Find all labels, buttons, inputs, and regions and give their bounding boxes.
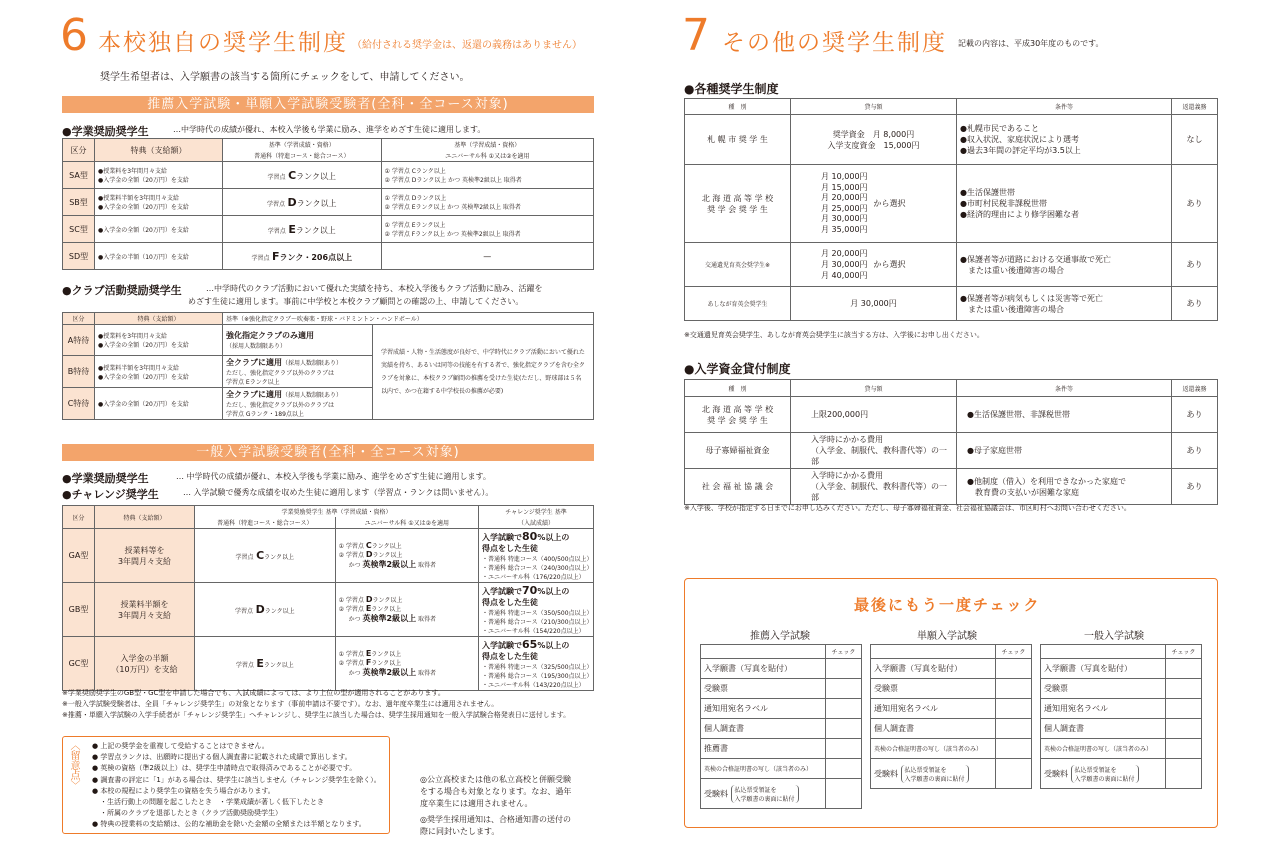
table-club: 区分 特典（支給額） 基準（※強化指定クラブ～吹奏楽・野球・バドミントン・ハンドボール） A特待 ●授業料を3年間月々支給 ●入学金の全額（20万円）を支給 強化指定クラブのみ適用 （採用人数制限あり） 学習成績・人物・生活態度が良好で、中学時代にクラブ活動において優れた実績を持ち、あるいは同等の技能を有する者で、強化指定クラブを含む全クラブを対象に、本校クラブ顧問の推薦を受けた生徒(ただし、野球部は５名以内で、かつ在籍する中学校長の推薦が必要) B特待 ●授業料半額を3年間月々支給 ●入学金の全額（20万円）を支給 全クラブに適用（採用人数制限あり） ただし、強化指定クラブ以外のクラブは 学習点 Eランク以上 C特待 ●入学金の全額（20万円）を支給 全クラブに適用（採用人数制限あり） ただし、強化指定クラブ以外のクラブは 学習点 Gランク・189点以上 — [62, 312, 594, 420]
note-kashitsuke: ※入学後、学校が指定する日までにお申し込みください。ただし、母子寡婦福祉資金、社会福祉協議会は、市区町村へお問い合わせください。 — [684, 504, 1131, 512]
club-side-text: 学習成績・人物・生活態度が良好で、中学時代にクラブ活動において優れた実績を持ち、あるいは同等の技能を有する者で、強化指定クラブを含む全クラブを対象に、本校クラブ顧問の推薦を受けた生徒(ただし、野球部は５名以内で、かつ在籍する中学校長の推薦が必要) — [373, 325, 594, 420]
intro-text: 奨学生希望者は、入学願書の該当する箇所にチェックをして、申請してください。 — [100, 72, 470, 83]
table-row: 北 海 道 高 等 学 校 奨 学 会 奨 学 生 月 10,000円 月 15,000円 月 20,000円 月 25,000円 月 30,000円 月 35,000円 から選択 ●生活保護世帯 ●市町村民税非課税世帯 ●経済的理由により修学困難な者 あり — [685, 165, 1218, 243]
note-kakushu: ※交通遺児育英会奨学生、あしなが育英会奨学生に該当する方は、入学後にお申し出ください。 — [684, 331, 984, 339]
checklist-item[interactable]: 通知用宛名ラベル — [701, 699, 862, 719]
checklist-item[interactable]: 入学願書（写真を貼付） — [1041, 659, 1202, 679]
bar-ippan: 一般入学試験受験者(全科・全コース対象) — [62, 444, 594, 461]
section-title: その他の奨学生制度 — [722, 30, 947, 56]
checklist-item[interactable]: 受験票 — [871, 679, 1032, 699]
note-1: ※学業奨励奨学生のGB型・GC型を申請した場合でも、入試成績によっては、より上位の型が適用されることがあります。 — [62, 689, 445, 697]
table-kakushu: 種 別 貸与額 条件等 返還義務 札 幌 市 奨 学 生 奨学資金 月 8,000円 入学支度資金 15,000円 ●札幌市民であること ●収入状況、家庭状況により選考 ●過去3年間の評定平均が3.5以上 なし 北 海 道 高 等 学 校 奨 学 会 奨 学 生 月 10,000円 月 15,000円 月 20,000円 月 25,000円 月 30,000円 月 35,000円 から選択 ●生活保護世帯 ●市町村民税非課税世帯 ●経済的理由により修学困難な者 あり 交通遺児育英会奨学生※ 月 20,000円 月 30,000円 月 40,000円 から選択 ●保護者等が道路における交通事故で死亡 または重い後遺障害の場合 あり あしなが育英会奨学生 月 30,000円 ●保護者等が病気もしくは災害等で死亡 または重い後遺障害の場合 あり — [684, 98, 1218, 321]
ryui-label: 〈留意点〉 — [68, 740, 79, 790]
table-row: C特待 ●入学金の全額（20万円）を支給 全クラブに適用（採用人数制限あり） ただし、強化指定クラブ以外のクラブは 学習点 Gランク・189点以上 — [63, 388, 594, 420]
checklist-item[interactable]: 推薦書 — [701, 739, 862, 759]
th-uni: ユニバーサル科 ①又は②を適用 — [381, 150, 593, 162]
checklist-item[interactable]: 受験票 — [701, 679, 862, 699]
section-subtitle: （給付される奨学金は、返還の義務はありません） — [352, 40, 582, 51]
table-row: 社 会 福 祉 協 議 会 入学時にかかる費用 （入学金、制服代、教科書代等）の一部 ●他制度（借入）を利用できなかった家庭で 教育費の支払いが困難な家庭 あり — [685, 469, 1218, 505]
checklist-col-title: 単願入学試験 — [917, 631, 977, 642]
table-row: SD型 ●入学金の半額（10万円）を支給 学習点 Fランク・206点以上 — — [63, 243, 594, 270]
gakugyo2-heading: ●学業奨励奨学生 — [62, 472, 149, 485]
th-kubun: 区分 — [63, 139, 95, 162]
gakugyo2-desc: … 中学時代の成績が優れ、本校入学後も学業に励み、進学をめざす生徒に適用します。 — [176, 472, 491, 481]
table-row: A特待 ●授業料を3年間月々支給 ●入学金の全額（20万円）を支給 強化指定クラブのみ適用 （採用人数制限あり） 学習成績・人物・生活態度が良好で、中学時代にクラブ活動において優れた実績を持ち、あるいは同等の技能を有する者で、強化指定クラブを含む全クラブを対象に、本校クラブ顧問の推薦を受けた生徒(ただし、野球部は５名以内で、かつ在籍する中学校長の推薦が必要) — [63, 325, 594, 356]
table-row: 母子寡婦福祉資金 入学時にかかる費用 （入学金、制服代、教科書代等）の一部 ●母子家庭世帯 あり — [685, 433, 1218, 469]
table-row: SB型 ●授業料半額を3年間月々支給 ●入学金の全額（20万円）を支給 学習点 Dランク以上 ① 学習点 Dランク以上 ② 学習点 Eランク以上 かつ 英検準2級以上 取得者 — [63, 189, 594, 216]
checklist-item[interactable]: 個人調査書 — [1041, 719, 1202, 739]
checklist-item[interactable]: 受験料 払込票受領証を 入学願書の裏面に貼付 — [871, 759, 1032, 789]
checklist-item[interactable]: 受験料 払込票受領証を 入学願書の裏面に貼付 — [701, 779, 862, 809]
table-row: GA型 授業料等を 3年間月々支給 学習点 Cランク以上 ① 学習点 Cランク以上 ② 学習点 Dランク以上 かつ 英検準2級以上 取得者 入学試験で80%以上の 得点をした生徒 ・普通科 特進コース（400/500点以上） ・普通科 総合コース（240/300点以上） ・ユニバーサル科（176/220点以上） — [63, 529, 594, 583]
checklist-item[interactable]: 受験票 — [1041, 679, 1202, 699]
checklist-item[interactable]: 英検の合格証明書の写し（該当者のみ） — [871, 739, 1032, 759]
checklist-suisen: チェック 入学願書（写真を貼付） 受験票 通知用宛名ラベル 個人調査書 推薦書 英検の合格証明書の写し（該当者のみ） 受験料 払込票受領証を 入学願書の裏面に貼付 — [700, 644, 862, 809]
section-title: 本校独自の奨学生制度 — [98, 30, 348, 56]
checklist-item[interactable]: 通知用宛名ラベル — [871, 699, 1032, 719]
sec-kakushu: ●各種奨学生制度 — [684, 82, 779, 96]
checklist-item[interactable]: 通知用宛名ラベル — [1041, 699, 1202, 719]
gakugyo-desc: …中学時代の成績が優れ、本校入学後も学業に励み、進学をめざす生徒に適用します。 — [173, 125, 486, 134]
checklist-item[interactable]: 入学願書（写真を貼付） — [701, 659, 862, 679]
table-row: あしなが育英会奨学生 月 30,000円 ●保護者等が病気もしくは災害等で死亡 または重い後遺障害の場合 あり — [685, 287, 1218, 321]
checklist-item[interactable]: 入学願書（写真を貼付） — [871, 659, 1032, 679]
checklist-item[interactable]: 受験料 払込票受領証を 入学願書の裏面に貼付 — [1041, 759, 1202, 789]
bar-suisen: 推薦入学試験・単願入学試験受験者(全科・全コース対象) — [62, 96, 594, 113]
club-heading: ●クラブ活動奨励奨学生 — [62, 284, 182, 297]
note-2: ※一般入学試験受験者は、全員「チャレンジ奨学生」の対象となります（事前申請は不要です）。なお、過年度卒業生には適用されません。 — [62, 700, 499, 708]
table-row: GB型 授業料半額を 3年間月々支給 学習点 Dランク以上 ① 学習点 Dランク以上 ② 学習点 Eランク以上 かつ 英検準2級以上 取得者 入学試験で70%以上の 得点をした生徒 ・普通科 特進コース（350/500点以上） ・普通科 総合コース（210/300点以上） ・ユニバーサル科（154/220点以上） — [63, 583, 594, 637]
side-note-2: ◎奨学生採用通知は、合格通知書の送付の 際に同封いたします。 — [420, 815, 571, 836]
club-desc-2: めざす生徒に適用します。事前に中学校と本校クラブ顧問との確認の上、申請してください。 — [188, 297, 524, 306]
challenge-heading: ●チャレンジ奨学生 — [62, 488, 159, 501]
table-row: 札 幌 市 奨 学 生 奨学資金 月 8,000円 入学支度資金 15,000円 ●札幌市民であること ●収入状況、家庭状況により選考 ●過去3年間の評定平均が3.5以上 なし — [685, 115, 1218, 165]
side-note-1: ◎公立高校または他の私立高校と併願受験 をする場合も対象となります。なお、過年 度卒業生には適用されません。 — [420, 775, 572, 808]
checklist-col-title: 一般入学試験 — [1084, 631, 1144, 642]
checklist-item[interactable]: 英検の合格証明書の写し（該当者のみ） — [1041, 739, 1202, 759]
th-kijun1: 基準（学習成績・資格） — [223, 139, 382, 151]
table-kashitsuke: 種 別 貸与額 条件等 返還義務 北 海 道 高 等 学 校 奨 学 会 奨 学 生 上限200,000円 ●生活保護世帯、非課税世帯 あり 母子寡婦福祉資金 入学時にかかる費用 （入学金、制服代、教科書代等）の一部 ●母子家庭世帯 あり 社 会 福 祉 協 議 会 入学時にかかる費用 （入学金、制服代、教科書代等）の一部 ●他制度（借入）を利用できなかった家庭で 教育費の支払いが困難な家庭 あり — [684, 379, 1218, 505]
table-ippan: 区分 特典（支給額） 学業奨励奨学生 基準（学習成績・資格） チャレンジ奨学生 基準 普通科（特進コース・総合コース） ユニバーサル科 ①又は②を適用 （入試成績） GA型 授業料等を 3年間月々支給 学習点 Cランク以上 ① 学習点 Cランク以上 ② 学習点 Dランク以上 かつ 英検準2級以上 取得者 入学試験で80%以上の 得点をした生徒 ・普通科 特進コース（400/500点以上） ・普通科 総合コース（240/300点以上） ・ユニバーサル科（176/220点以上） GB型 授業料半額を 3年間月々支給 学習点 Dランク以上 ① 学習点 Dランク以上 ② 学習点 Eランク以上 かつ 英検準2級以上 取得者 入学試験で70%以上の 得点をした生徒 ・普通科 特進コース（350/500点以上） ・普通科 総合コース（210/300点以上） ・ユニバーサル科（154/220点以上） GC型 入学金の半額 （10万円）を支給 学習点 Eランク以上 ① 学習点 Eランク以上 ② 学習点 Fランク以上 かつ 英検準2級以上 取得者 入学試験で65%以上の 得点をした生徒 ・普通科 特進コース（325/500点以上） ・普通科 総合コース（195/300点以上） ・ユニバーサル科（143/220点以上） — [62, 505, 594, 691]
note-3: ※推薦・単願入学試験の入学手続者が「チャレンジ奨学生」へチャレンジし、奨学生に該当した場合は、奨学生採用通知を一般入学試験合格発表日に送付します。 — [62, 711, 571, 719]
table-row: B特待 ●授業料半額を3年間月々支給 ●入学金の全額（20万円）を支給 全クラブに適用（採用人数制限あり） ただし、強化指定クラブ以外のクラブは 学習点 Eランク以上 — [63, 356, 594, 388]
ryui-list: ● 上記の奨学金を重複して受給することはできません。 ● 学習点ランクは、出願時に提出する個人調査書に記載された成績で算出します。 ● 英検の資格（準2級以上）は、奨学生申請時点で取得済みであることが必要です。 ● 調査書の評定に「1」がある場合は、奨学生に該当しません（チャレンジ奨学生を除く）。 ● 本校の規程により奨学生の資格を失う場合があります。 ・生活行動上の問題を起こしたとき ・学業成績が著しく低下したとき ・所属のクラブを退部したとき（クラブ活動奨励奨学生） ● 特典の授業料の支給額は、公的な補助金を除いた金額の全額または半額となります。 — [92, 742, 381, 829]
th-tokuten: 特典（支給額） — [95, 139, 223, 162]
checklist-ippan: チェック 入学願書（写真を貼付） 受験票 通知用宛名ラベル 個人調査書 英検の合格証明書の写し（該当者のみ） 受験料 払込票受領証を 入学願書の裏面に貼付 — [1040, 644, 1202, 789]
checklist-item[interactable]: 個人調査書 — [871, 719, 1032, 739]
table-row: 交通遺児育英会奨学生※ 月 20,000円 月 30,000円 月 40,000円 から選択 ●保護者等が道路における交通事故で死亡 または重い後遺障害の場合 あり — [685, 243, 1218, 287]
table-gakugyo-suisen — [62, 138, 594, 270]
challenge-desc: … 入学試験で優秀な成績を収めた生徒に適用します（学習点・ランクは問いません）。 — [183, 488, 494, 497]
checklist-item[interactable]: 英検の合格証明書の写し（該当者のみ） — [701, 759, 862, 779]
section-number: 6 — [60, 10, 88, 61]
club-desc-1: …中学時代のクラブ活動において優れた実績を持ち、本校入学後もクラブ活動に励み、活躍を — [206, 284, 543, 293]
checklist-tangan: チェック 入学願書（写真を貼付） 受験票 通知用宛名ラベル 個人調査書 英検の合格証明書の写し（該当者のみ） 受験料 払込票受領証を 入学願書の裏面に貼付 — [870, 644, 1032, 789]
right-page — [640, 0, 1280, 860]
checklist-col-title: 推薦入学試験 — [750, 631, 810, 642]
th-futsu: 普通科（特進コース・総合コース） — [223, 150, 382, 162]
sec-kashitsuke: ●入学資金貸付制度 — [684, 362, 791, 376]
table-row: SA型 ●授業料を3年間月々支給 ●入学金の全額（20万円）を支給 学習点 Cランク以上 ① 学習点 Cランク以上 ② 学習点 Dランク以上 かつ 英検準2級以上 取得者 — [63, 162, 594, 189]
table-row: GC型 入学金の半額 （10万円）を支給 学習点 Eランク以上 ① 学習点 Eランク以上 ② 学習点 Fランク以上 かつ 英検準2級以上 取得者 入学試験で65%以上の 得点をした生徒 ・普通科 特進コース（325/500点以上） ・普通科 総合コース（195/300点以上） ・ユニバーサル科（143/220点以上） — [63, 637, 594, 691]
checklist-item[interactable]: 個人調査書 — [701, 719, 862, 739]
section-subtitle: 記載の内容は、平成30年度のものです。 — [958, 39, 1104, 48]
th-kijun2: 基準（学習成績・資格） — [381, 139, 593, 151]
table-row: 北 海 道 高 等 学 校 奨 学 会 奨 学 生 上限200,000円 ●生活保護世帯、非課税世帯 あり — [685, 397, 1218, 433]
checklist-title: 最後にもう一度チェック — [854, 596, 1041, 614]
gakugyo-heading: ●学業奨励奨学生 — [62, 125, 149, 138]
table-row: SC型 ●入学金の全額（20万円）を支給 学習点 Eランク以上 ① 学習点 Eランク以上 ② 学習点 Fランク以上 かつ 英検準2級以上 取得者 — [63, 216, 594, 243]
section-number: 7 — [682, 10, 710, 61]
